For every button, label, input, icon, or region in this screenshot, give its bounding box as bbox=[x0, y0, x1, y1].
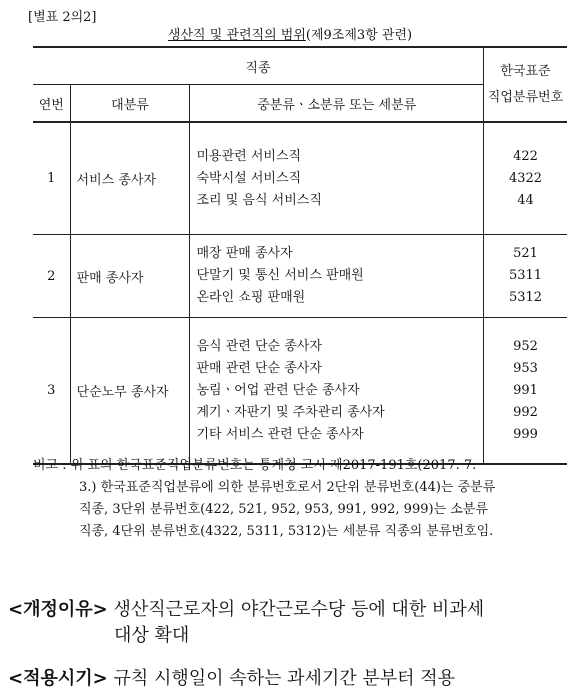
revision-reason-label: <개정이유> bbox=[8, 599, 108, 620]
revision-reason bbox=[8, 597, 484, 623]
minor-item: 계기ㆍ자판기 및 주차관리 종사자 bbox=[196, 404, 385, 420]
job-category-table bbox=[33, 46, 567, 465]
minor-item: 판매 관련 단순 종사자 bbox=[196, 360, 322, 376]
code-item: 952 bbox=[513, 338, 538, 354]
code-item: 999 bbox=[513, 426, 538, 442]
code-item: 953 bbox=[513, 360, 538, 376]
note-line: 직종, 3단위 분류번호(422, 521, 952, 953, 991, 992, 999)는 소분류 bbox=[79, 502, 488, 517]
code-item: 992 bbox=[513, 404, 538, 420]
table-row bbox=[33, 318, 567, 465]
minor-item: 숙박시설 서비스직 bbox=[196, 170, 302, 186]
header-code bbox=[483, 47, 567, 122]
table-title bbox=[0, 24, 580, 43]
row-major: 판매 종사자 bbox=[70, 235, 190, 318]
minor-item: 농림ㆍ어업 관련 단순 종사자 bbox=[196, 382, 360, 398]
table-title-sub: (제9조제3항 관련) bbox=[305, 28, 413, 43]
revision-reason-text-cont: 대상 확대 bbox=[114, 625, 190, 646]
minor-item: 미용관련 서비스직 bbox=[196, 148, 302, 164]
table-row bbox=[33, 235, 567, 318]
minor-item: 음식 관련 단순 종사자 bbox=[196, 338, 322, 354]
header-major: 대분류 bbox=[70, 85, 190, 123]
row-number: 3 bbox=[33, 318, 70, 465]
table-row bbox=[33, 122, 567, 235]
code-item: 5311 bbox=[508, 268, 543, 283]
header-job: 직종 bbox=[33, 47, 483, 85]
header-minor: 중분류ㆍ소분류 또는 세분류 bbox=[190, 85, 483, 123]
revision-reason-text: 생산직근로자의 야간근로수당 등에 대한 비과세 bbox=[113, 599, 485, 620]
row-major: 단순노무 종사자 bbox=[70, 318, 190, 465]
row-number: 2 bbox=[33, 235, 70, 318]
code-item: 991 bbox=[513, 382, 538, 398]
code-item: 422 bbox=[513, 148, 538, 164]
header-code-line1: 한국표준 bbox=[500, 63, 551, 79]
note-line: 3.) 한국표준직업분류에 의한 분류번호로서 2단위 분류번호(44)는 중분류 bbox=[79, 480, 496, 495]
header-code-line2: 직업분류번호 bbox=[487, 89, 564, 105]
table-note bbox=[33, 455, 567, 543]
row-number: 1 bbox=[33, 122, 70, 235]
code-item: 4322 bbox=[508, 170, 543, 186]
minor-item: 매장 판매 종사자 bbox=[196, 246, 293, 261]
row-major: 서비스 종사자 bbox=[70, 122, 190, 235]
attachment-label: [별표 2의2] bbox=[28, 10, 97, 25]
minor-item: 온라인 쇼핑 판매원 bbox=[196, 290, 306, 305]
minor-item: 조리 및 음식 서비스직 bbox=[196, 192, 322, 208]
minor-item: 단말기 및 통신 서비스 판매원 bbox=[196, 268, 364, 283]
effective-date-text: 규칙 시행일이 속하는 과세기간 분부터 적용 bbox=[113, 668, 456, 689]
code-item: 521 bbox=[513, 246, 538, 261]
code-item: 5312 bbox=[508, 290, 543, 305]
code-item: 44 bbox=[517, 192, 534, 208]
effective-date bbox=[8, 666, 455, 692]
note-line: 비고 : 위 표의 한국표준직업분류번호는 통계청 고시 제2017-191호(2017. 7. bbox=[33, 458, 477, 473]
header-no: 연번 bbox=[33, 85, 70, 123]
note-line: 직종, 4단위 분류번호(4322, 5311, 5312)는 세분류 직종의 분류번호임. bbox=[79, 524, 494, 539]
table-title-main: 생산직 및 관련직의 범위 bbox=[167, 28, 306, 43]
minor-item: 기타 서비스 관련 단순 종사자 bbox=[196, 426, 364, 442]
effective-date-label: <적용시기> bbox=[8, 668, 108, 689]
